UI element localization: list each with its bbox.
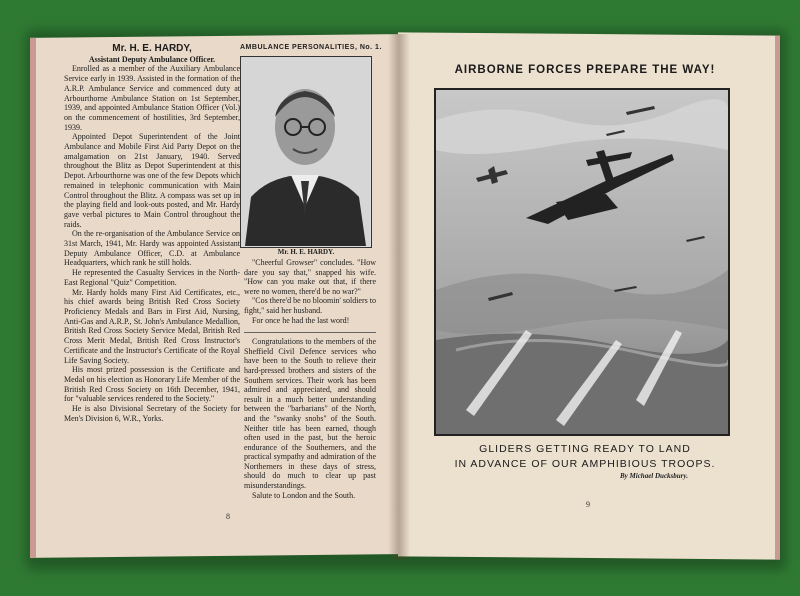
bio-paragraph: Mr. Hardy holds many First Aid Certificates, etc., his chief awards being British Red Cross Society Proficiency Medals and Bars in First Aid, Nursing, Anti-Gas and A.R.P., St. John's Ambulance Medallion, British Red Cross Society Service Medal, British Red Cross Merit Medal, British Red Cross Instructor's Certificate and the Instructor's Certificate of the Royal Life Saving Society. xyxy=(64,287,240,365)
second-column xyxy=(244,258,376,500)
congrats-paragraph: Salute to London and the South. xyxy=(252,490,356,500)
gliders-illustration xyxy=(434,88,730,436)
artist-credit: By Michael Ducksbury. xyxy=(620,472,688,480)
page-number: 9 xyxy=(586,500,590,509)
page-number: 8 xyxy=(226,512,230,521)
bio-paragraph: He represented the Casualty Services in the North-East Regional "Quiz" Competition. xyxy=(64,268,240,287)
person-name-heading: Mr. H. E. HARDY, xyxy=(112,43,192,54)
bio-paragraph: He is also Divisional Secretary of the Society for Men's Division 6, W.R., Yorks. xyxy=(64,404,240,423)
portrait-photo xyxy=(240,56,372,248)
grouser-paragraph: "Cos there'd be no bloomin' soldiers to fight," said her husband. xyxy=(244,296,376,315)
portrait-illustration xyxy=(241,57,370,246)
biography-column xyxy=(64,44,240,423)
bio-paragraph: Enrolled as a member of the Auxiliary Ambulance Service early in 1939. Assisted in the formation of the A.R.P. Ambulance Service and commenced duty at Arbourthorne Ambulance Station on 1st September, 1939, and appointed Ambulance Station Officer (Vol.) on the commencement of hostilities, 3rd September, 1939. xyxy=(64,64,240,132)
grouser-paragraph: "Cheerful Growser" concludes. "How dare you say that," snapped his wife. "How can you make out that, if there were no women, there'd be no war?" xyxy=(244,258,376,296)
booklet-gutter xyxy=(388,34,410,560)
caption-line-2: IN ADVANCE OF OUR AMPHIBIOUS TROOPS. xyxy=(454,458,716,470)
running-header: AMBULANCE PERSONALITIES, No. 1. xyxy=(240,44,382,51)
person-title: Assistant Deputy Ambulance Officer. xyxy=(88,54,216,64)
column-divider xyxy=(244,325,376,333)
grouser-paragraph: For once he had the last word! xyxy=(252,315,350,325)
congrats-paragraph: Congratulations to the members of the Sheffield Civil Defence services who have been to the South to relieve their hard-pressed brothers and sisters of the Southern services. Their work has been admired and appreciated, and should result in a much better understanding between the "barbarians" of the North, and the "swanky snobs" of the South. Neither title has been earned, though often used in the past, but the heroic endurance of the Southerners, and the practical sympathy and admiration of the Northerners in these days of stress, should do much to clear up past misunderstandings. xyxy=(244,337,376,491)
illustration-caption xyxy=(430,442,740,472)
caption-line-1: GLIDERS GETTING READY TO LAND xyxy=(479,443,691,455)
bio-paragraph: On the re-organisation of the Ambulance Service on 31st March, 1941, Mr. Hardy was appointed Assistant Deputy Ambulance Officer, C.D. at Ambulance Headquarters, which rank he still holds. xyxy=(64,229,240,268)
bio-paragraph: His most prized possession is the Certificate and Medal on his election as Honorary Life Member of the British Red Cross Society on 16th December, 1941, for "valuable services rendered to the Society." xyxy=(64,365,240,404)
gliders-artwork xyxy=(436,90,728,434)
illustration-title: AIRBORNE FORCES PREPARE THE WAY! xyxy=(454,64,716,76)
photo-caption: Mr. H. E. HARDY. xyxy=(277,248,335,256)
bio-paragraph: Appointed Depot Superintendent of the Joint Ambulance and Mobile First Aid Party Depot on the amalgamation on 21st January, 1940. Served throughout the Blitz as Depot Superintendent at this Depot. Arbourthorne was one of the few Depots which remained in telephonic communication with Main Control throughout the Blitz. A compass was set up in the playing field and look-outs posted, and Mr. Hardy gave verbal pictures to Main Control throughout the raids. xyxy=(64,132,240,229)
